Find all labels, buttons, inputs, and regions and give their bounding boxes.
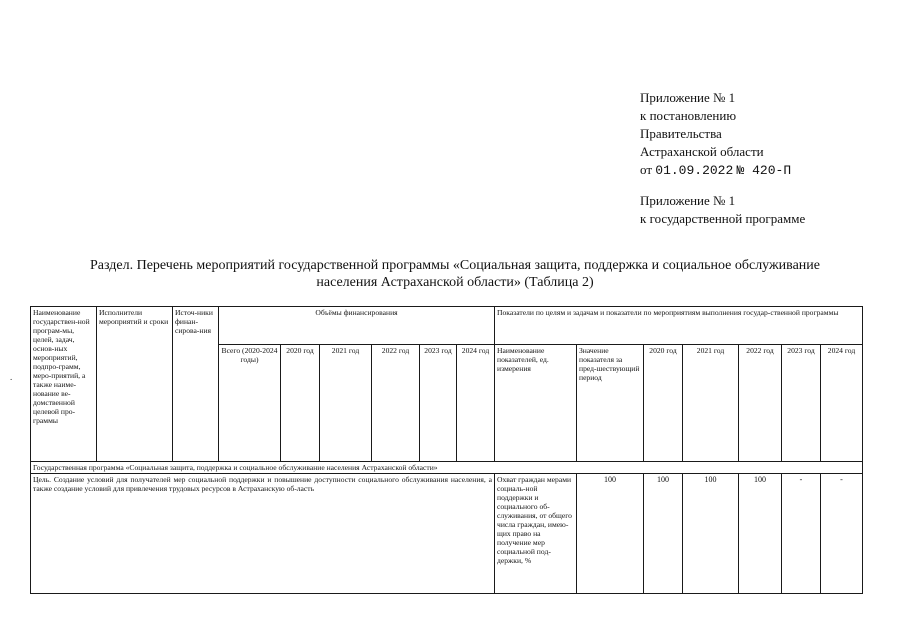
date-prefix: от: [640, 162, 653, 177]
header-ind-year: 2020 год: [644, 345, 683, 462]
goal-indicator-cell: Охват граждан мерами социаль-ной поддержки и социального об-служивания, от общего числа граждан, имею-щих право на получение мер социальной под-держки, %: [495, 474, 577, 594]
header-funding-group: Объёмы финансирования: [219, 307, 495, 345]
header-ind-year: 2022 год: [739, 345, 782, 462]
resolution-date: 01.09.2022: [655, 163, 734, 178]
section-title-line: населения Астраханской области» (Таблица 2): [316, 275, 594, 290]
header-name: Наименование государствен-ной програм-мы, целей, задач, основ-ных мероприятий, подпро-грамм, меро-приятий, а также наиме-нование ве-домственной целевой про-граммы: [31, 307, 97, 462]
header-fund-year: 2021 год: [320, 345, 372, 462]
header-fund-year: 2024 год: [457, 345, 495, 462]
header-fund-year: 2023 год: [420, 345, 457, 462]
header-total: Всего (2020-2024 годы): [219, 345, 281, 462]
goal-previous-value: 100: [577, 474, 644, 594]
section-title-line: Раздел. Перечень мероприятий государственной программы «Социальная защита, поддержка и социальное обслуживание: [89, 258, 820, 273]
goal-text-cell: Цель. Создание условий для получателей мер социальной поддержки и повышение доступности социального обслуживания населения, а также создание условий для привлечения трудовых ресурсов в Астраханскую об-ласть: [31, 474, 495, 594]
header-source: Источ-ники финан-сирова-ния: [173, 307, 219, 462]
header-indicator-name: Наименование показателей, ед. измерения: [495, 345, 577, 462]
header-previous-value: Значение показателя за пред-шествующий период: [577, 345, 644, 462]
header-ind-year: 2021 год: [683, 345, 739, 462]
annex-date-line: [640, 161, 791, 180]
goal-value-2023: -: [782, 474, 821, 594]
table-header-row: [31, 307, 863, 345]
measures-table: [30, 306, 863, 594]
header-ind-year: 2024 год: [821, 345, 863, 462]
annex-title: Приложение № 1: [640, 193, 736, 208]
header-fund-year: 2022 год: [372, 345, 420, 462]
header-executors: Исполнители мероприятий и сроки: [97, 307, 173, 462]
annex-line: Астраханской области: [640, 144, 764, 159]
header-fund-year: 2020 год: [281, 345, 320, 462]
goal-row: [31, 474, 863, 594]
stray-mark: .: [10, 372, 13, 382]
program-title-cell: Государственная программа «Социальная защита, поддержка и социальное обслуживание населения Астраханской области»: [31, 462, 863, 474]
goal-value-2024: -: [821, 474, 863, 594]
section-title: [40, 257, 870, 291]
annex-line: Правительства: [640, 126, 722, 141]
resolution-number: № 420-П: [736, 163, 792, 178]
goal-value-2020: 100: [644, 474, 683, 594]
goal-value-2021: 100: [683, 474, 739, 594]
annex-line: к государственной программе: [640, 211, 806, 226]
annex-resolution-block: [640, 89, 791, 180]
header-indicators-group: Показатели по целям и задачам и показатели по мероприятиям выполнения государ-ственной программы: [495, 307, 863, 345]
annex-title: Приложение № 1: [640, 90, 736, 105]
program-row: [31, 462, 863, 474]
annex-line: к постановлению: [640, 108, 737, 123]
annex-program-block: [640, 192, 805, 228]
header-ind-year: 2023 год: [782, 345, 821, 462]
goal-value-2022: 100: [739, 474, 782, 594]
